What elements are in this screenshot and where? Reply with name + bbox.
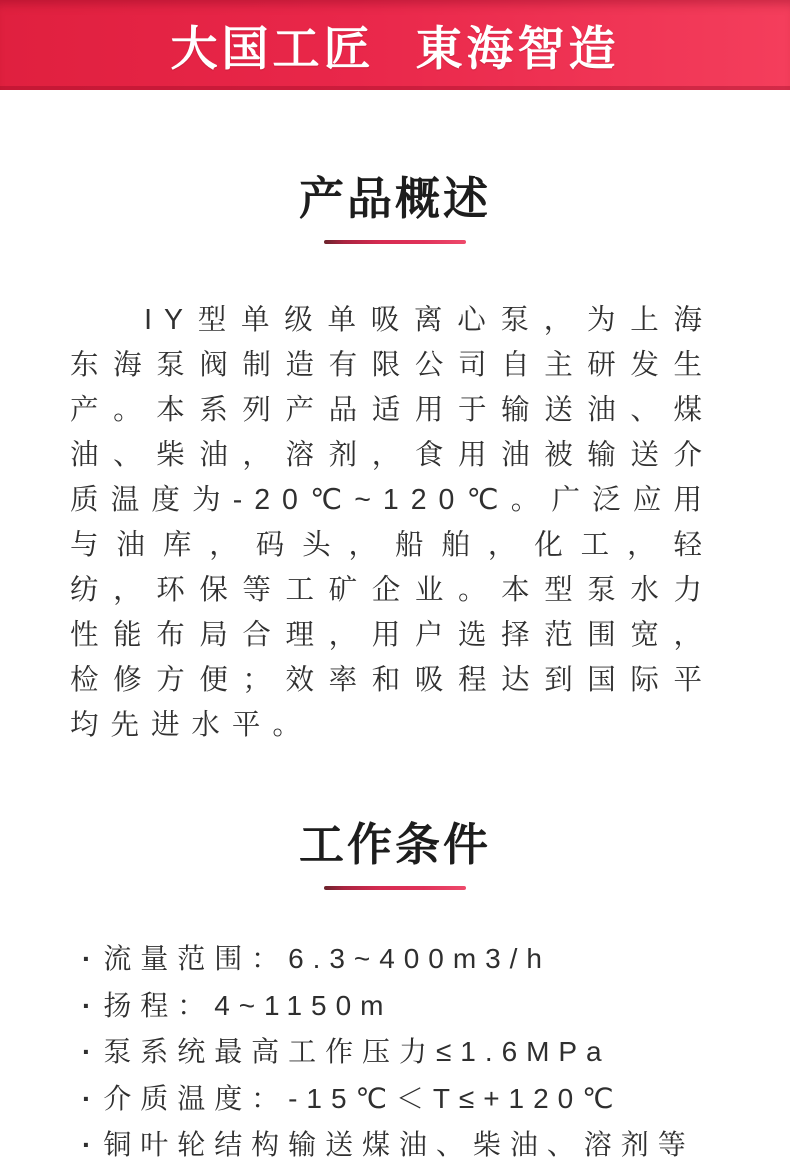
bullet-dot-icon: · [82, 1082, 92, 1114]
condition-item-text: 扬程：4~1150m [103, 989, 393, 1021]
condition-item-text: 介质温度：-15℃＜T≤+120℃ [103, 1082, 623, 1114]
section-product-overview [0, 162, 790, 748]
conditions-list [82, 936, 740, 1169]
condition-item-copper-impeller [82, 1122, 740, 1169]
condition-item-text: 铜叶轮结构输送煤油、柴油、溶剂等 [103, 1129, 695, 1160]
conditions-title-underline [324, 886, 466, 890]
condition-item-head [82, 983, 740, 1030]
bullet-dot-icon: · [82, 1129, 92, 1160]
condition-item-text: 流量范围：6.3~400m3/h [103, 943, 551, 974]
condition-item-flow-range [82, 936, 740, 983]
section-working-conditions [0, 808, 790, 1169]
bullet-dot-icon: · [82, 989, 92, 1021]
conditions-section-title: 工作条件 [298, 819, 491, 870]
bullet-dot-icon: · [82, 943, 92, 974]
brand-banner-title: 大国工匠 東海智造 [170, 21, 620, 75]
condition-item-max-pressure [82, 1029, 740, 1076]
condition-item-text: 泵系统最高工作压力≤1.6MPa [103, 1036, 611, 1067]
overview-title-underline [324, 240, 466, 244]
overview-paragraph: IY型单级单吸离心泵，为上海东海泵阀制造有限公司自主研发生产。本系列产品适用于输送油、煤油、柴油，溶剂，食用油被输送介质温度为-20℃~120℃。广泛应用与油库，码头，船舶，化工，轻纺，环保等工矿企业。本型泵水力性能布局合理，用户选择范围宽，检修方便；效率和吸程达到国际平均先进水平。 [70, 304, 714, 741]
brand-banner [0, 0, 790, 90]
overview-section-title: 产品概述 [298, 173, 491, 224]
bullet-dot-icon: · [82, 1036, 92, 1067]
condition-item-medium-temperature [82, 1076, 740, 1123]
